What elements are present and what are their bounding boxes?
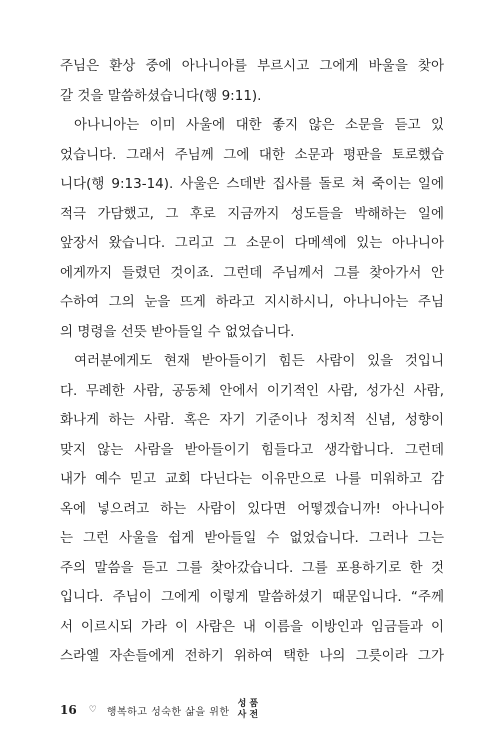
text-line: 적극 가담했고, 그 후로 지금까지 성도들을 박해하는 일에 (60, 205, 444, 222)
text-line: 화나게 하는 사람. 혹은 자기 기준이나 정치적 신념, 성향이 (60, 412, 444, 428)
book-title-logo-top: 성 품 (237, 699, 259, 709)
text-line: 맞지 않는 사람을 받아들이기 힘들다고 생각합니다. 그런데 (60, 441, 444, 458)
page-footer (60, 699, 258, 721)
text-line: 내가 예수 믿고 교회 다닌다는 이유만으로 나를 미워하고 감 (60, 471, 444, 487)
text-line: 주님은 환상 중에 아나니아를 부르시고 그에게 바울을 찾아 (60, 58, 444, 74)
text-line: 갈 것을 말씀하셨습니다(행 9:11). (60, 87, 262, 104)
text-line: 다. 무례한 사람, 공동체 안에서 이기적인 사람, 성가신 사람, (60, 382, 444, 399)
text-line: 입니다. 주님이 그에게 이렇게 말씀하셨기 때문입니다. “주께 (60, 589, 444, 605)
text-line: 니다(행 9:13-14). 사울은 스데반 집사를 돌로 쳐 죽이는 일에 (60, 176, 444, 192)
text-line: 의 명령을 선뜻 받아들일 수 없었습니다. (60, 323, 295, 340)
book-title: 행복하고 성숙한 삶을 위한 (106, 706, 230, 718)
text-line: 었습니다. 그래서 주님께 그에 대한 소문과 평판을 토로했습 (60, 146, 444, 163)
text-line: 주의 말씀을 듣고 그를 찾아갔습니다. 그를 포용하기로 한 것 (60, 559, 444, 576)
text-line: 앞장서 왔습니다. 그리고 그 소문이 다메섹에 있는 아나니아 (60, 235, 444, 251)
book-title-logo-bottom: 사 전 (237, 710, 259, 720)
book-title-logo (238, 699, 259, 721)
text-line: 에게까지 들렸던 것이죠. 그런데 주님께서 그를 찾아가서 안 (60, 264, 444, 281)
text-line: 서 이르시되 가라 이 사람은 내 이름을 이방인과 임금들과 이 (60, 618, 444, 635)
heart-icon: ♡ (88, 705, 97, 715)
text-line: 스라엘 자손들에게 전하기 위하여 택한 나의 그릇이라 그가 (60, 648, 444, 664)
text-line: 는 그런 사울을 쉽게 받아들일 수 없었습니다. 그러나 그는 (60, 530, 444, 546)
text-line: 수하여 그의 눈을 뜨게 하라고 지시하시니, 아나니아는 주님 (60, 294, 444, 310)
text-line: 여러분에게도 현재 받아들이기 힘든 사람이 있을 것입니 (74, 353, 444, 369)
text-line: 옥에 넣으려고 하는 사람이 있다면 어떻겠습니까! 아나니아 (60, 500, 444, 517)
body-text (60, 52, 444, 672)
text-line: 아나니아는 이미 사울에 대한 좋지 않은 소문을 듣고 있 (74, 117, 444, 133)
page-number: 16 (60, 703, 77, 717)
